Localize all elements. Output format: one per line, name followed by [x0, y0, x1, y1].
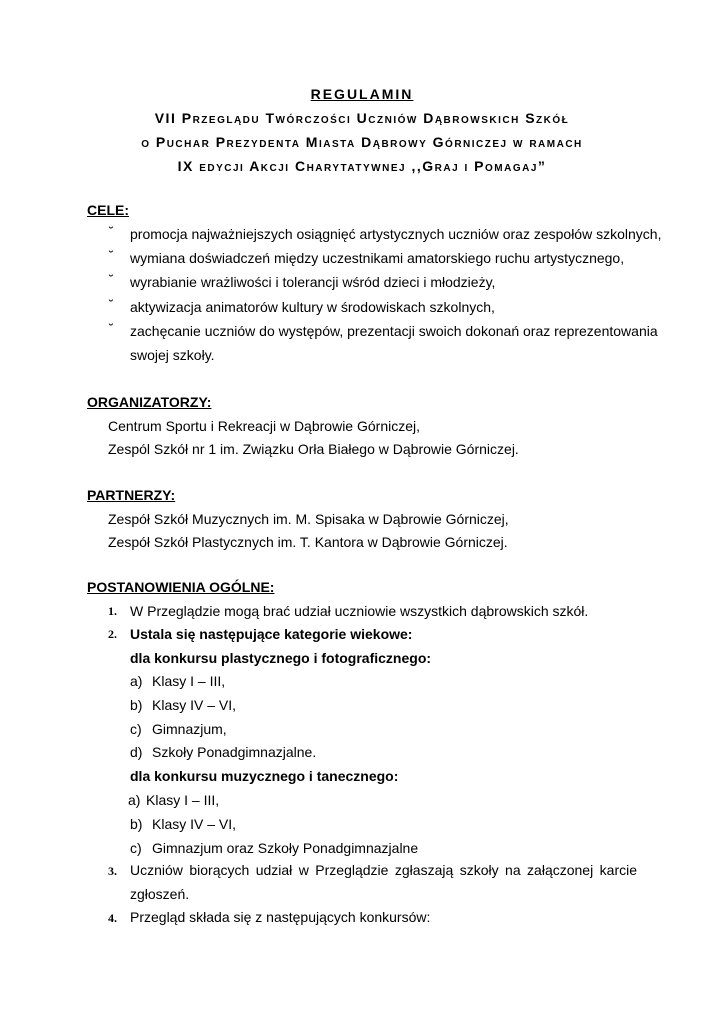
organizer-item: Centrum Sportu i Rekreacji w Dąbrowie Górniczej, [108, 418, 420, 434]
cele-item-continuation: swojej szkoły. [130, 347, 215, 363]
category-letter: d) [130, 744, 143, 760]
list-number: 3. [108, 864, 117, 878]
category-letter: a) [128, 792, 141, 808]
provision-4: Przegląd składa się z następujących konkursów: [130, 909, 431, 925]
bullet-icon: ˘ [109, 272, 114, 287]
subsection-title-plastic: dla konkursu plastycznego i fotograficznego: [130, 650, 432, 666]
category-letter: c) [130, 840, 142, 856]
title-line-3: o Puchar Prezydenta Miasta Dąbrowy Górniczej w ramach [141, 134, 583, 150]
cele-item: zachęcanie uczniów do występów, prezentacji swoich dokonań oraz reprezentowania [130, 323, 658, 339]
bullet-icon: ˘ [109, 297, 114, 312]
title-line-2: VII Przeglądu Twórczości Uczniów Dąbrowskich Szkół [154, 110, 570, 126]
partner-item: Zespół Szkół Plastycznych im. T. Kantora w Dąbrowie Górniczej. [108, 534, 508, 550]
section-heading-partnerzy: PARTNERZY: [87, 487, 176, 503]
section-heading-organizatorzy: ORGANIZATORZY: [87, 394, 212, 410]
cele-item: wyrabianie wrażliwości i tolerancji wśród dzieci i młodzieży, [130, 274, 496, 290]
list-number: 2. [108, 627, 117, 641]
title-regulamin: REGULAMIN [310, 86, 414, 102]
category-item: Klasy IV – VI, [152, 816, 237, 832]
list-number: 4. [108, 911, 117, 925]
section-heading-cele: CELE: [87, 202, 129, 218]
category-item: Klasy IV – VI, [152, 697, 237, 713]
bullet-icon: ˘ [109, 224, 114, 239]
category-letter: c) [130, 721, 142, 737]
category-item: Gimnazjum oraz Szkoły Ponadgimnazjalne [152, 840, 419, 856]
title-line-4: IX edycji Akcji Charytatywnej ,,Graj i Pomagaj” [177, 158, 547, 174]
cele-item: aktywizacja animatorów kultury w środowiskach szkolnych, [130, 299, 495, 315]
document-title [0, 86, 724, 102]
cele-item: wymiana doświadczeń między uczestnikami amatorskiego ruchu artystycznego, [130, 250, 625, 266]
category-item: Klasy I – III, [152, 673, 226, 689]
category-letter: a) [130, 673, 143, 689]
bullet-icon: ˘ [109, 321, 114, 336]
list-number: 1. [108, 604, 117, 618]
provision-2: Ustala się następujące kategorie wiekowe: [130, 626, 413, 642]
category-item: Gimnazjum, [152, 721, 227, 737]
bullet-icon: ˘ [109, 248, 114, 263]
provision-3-continuation: zgłoszeń. [130, 886, 190, 902]
provision-3: Uczniów biorących udział w Przeglądzie zgłaszają szkoły na załączonej karcie [130, 862, 637, 878]
subsection-title-music: dla konkursu muzycznego i tanecznego: [130, 768, 399, 784]
category-item: Szkoły Ponadgimnazjalne. [152, 744, 317, 760]
section-heading-postanowienia: POSTANOWIENIA OGÓLNE: [87, 579, 275, 595]
provision-1: W Przeglądzie mogą brać udział uczniowie wszystkich dąbrowskich szkół. [130, 603, 589, 619]
cele-item: promocja najważniejszych osiągnięć artystycznych uczniów oraz zespołów szkolnych, [130, 226, 662, 242]
category-item: Klasy I – III, [146, 792, 220, 808]
category-letter: b) [130, 697, 143, 713]
partner-item: Zespół Szkół Muzycznych im. M. Spisaka w Dąbrowie Górniczej, [108, 511, 509, 527]
organizer-item: Zespól Szkół nr 1 im. Związku Orła Białego w Dąbrowie Górniczej. [108, 441, 519, 457]
category-letter: b) [130, 816, 143, 832]
